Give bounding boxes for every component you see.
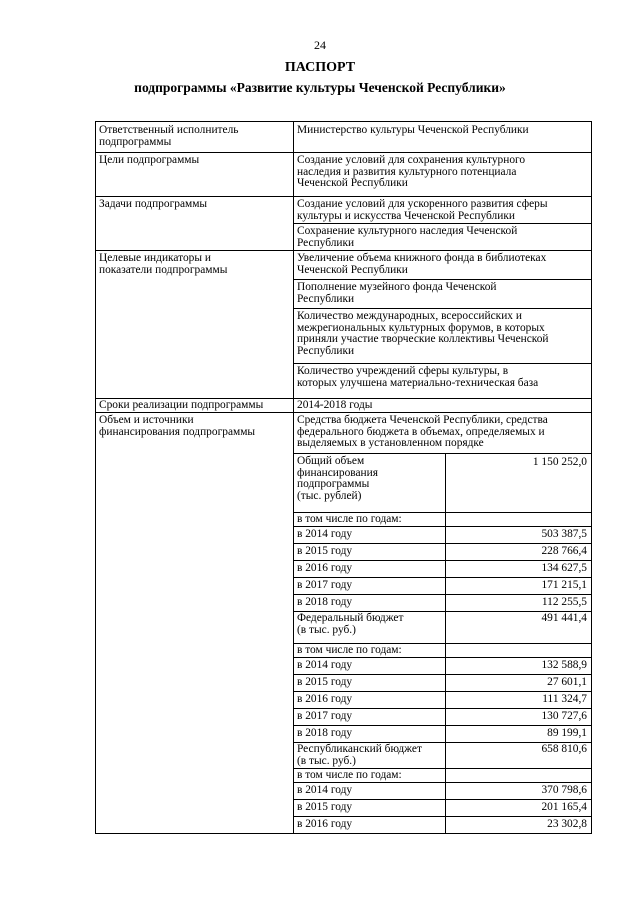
year-amount: 132 588,9 bbox=[541, 659, 587, 671]
year-label: в 2016 году bbox=[297, 562, 353, 574]
funding-row-divider bbox=[293, 543, 592, 544]
total-funding-label: подпрограммы bbox=[297, 478, 370, 491]
indicator-item: приняли участие творческие коллективы Чеченской bbox=[297, 333, 549, 346]
indicator-item: которых улучшена материально-техническая база bbox=[297, 376, 539, 389]
funding-row-divider bbox=[293, 577, 592, 578]
year-amount: 23 302,8 bbox=[547, 818, 587, 830]
indicator-divider bbox=[293, 308, 592, 309]
year-amount: 171 215,1 bbox=[541, 579, 587, 591]
republic-budget-value: 658 810,6 bbox=[541, 743, 587, 755]
year-label: в 2014 году bbox=[297, 528, 353, 540]
year-label: в 2015 году bbox=[297, 676, 353, 688]
year-label: в 2017 году bbox=[297, 710, 353, 722]
year-label: в 2018 году bbox=[297, 727, 353, 739]
total-funding-label: финансирования bbox=[297, 466, 378, 479]
funding-row-divider bbox=[293, 691, 592, 692]
goals-value: наследия и развития культурного потенциала bbox=[297, 165, 517, 178]
amount-column-divider bbox=[445, 453, 446, 834]
task-item: культуры и искусства Чеченской Республики bbox=[297, 209, 515, 222]
federal-budget-label: (в тыс. руб.) bbox=[297, 623, 356, 636]
goals-value: Чеченской Республики bbox=[297, 177, 408, 190]
year-amount: 228 766,4 bbox=[541, 545, 587, 557]
responsible-label: Ответственный исполнитель bbox=[99, 124, 239, 136]
indicator-item: Увеличение объема книжного фонда в библиотеках bbox=[297, 252, 547, 264]
label-column-divider bbox=[293, 121, 294, 834]
year-label: в 2018 году bbox=[297, 596, 353, 608]
indicators-label: Целевые индикаторы и bbox=[99, 252, 211, 264]
year-label: в 2016 году bbox=[297, 818, 353, 830]
year-label: в 2016 году bbox=[297, 693, 353, 705]
funding-row-divider bbox=[293, 560, 592, 561]
row-divider bbox=[95, 412, 592, 413]
funding-label: финансирования подпрограммы bbox=[99, 425, 256, 438]
year-label: в 2015 году bbox=[297, 801, 353, 813]
funding-intro-divider bbox=[293, 453, 592, 454]
year-amount: 112 255,5 bbox=[541, 596, 587, 608]
year-amount: 27 601,1 bbox=[547, 676, 587, 688]
task-divider bbox=[293, 223, 592, 224]
total-funding-label: (тыс. рублей) bbox=[297, 489, 362, 502]
indicator-item: Республики bbox=[297, 292, 355, 305]
funding-row-divider bbox=[293, 816, 592, 817]
funding-intro: Средства бюджета Чеченской Республики, средства bbox=[297, 414, 548, 426]
goals-value: Создание условий для сохранения культурного bbox=[297, 154, 526, 166]
task-item: Республики bbox=[297, 236, 355, 249]
indicator-item: Количество международных, всероссийских и bbox=[297, 310, 522, 322]
goals-label: Цели подпрограммы bbox=[99, 154, 200, 166]
indicator-divider bbox=[293, 363, 592, 364]
year-amount: 370 798,6 bbox=[541, 784, 587, 796]
funding-row-divider bbox=[293, 799, 592, 800]
funding-row-divider bbox=[293, 725, 592, 726]
row-divider bbox=[95, 152, 592, 153]
year-amount: 111 324,7 bbox=[542, 693, 587, 705]
responsible-value: Министерство культуры Чеченской Республики bbox=[297, 124, 529, 136]
federal-budget-value: 491 441,4 bbox=[541, 612, 587, 624]
indicator-divider bbox=[293, 279, 592, 280]
year-label: в 2017 году bbox=[297, 579, 353, 591]
funding-row-divider bbox=[293, 657, 592, 658]
year-label: в 2014 году bbox=[297, 784, 353, 796]
funding-row-divider bbox=[293, 708, 592, 709]
indicator-item: Чеченской Республики bbox=[297, 263, 408, 276]
terms-value: 2014-2018 годы bbox=[297, 399, 373, 411]
funding-row-divider bbox=[293, 526, 592, 527]
funding-row-divider bbox=[293, 782, 592, 783]
page-number: 24 bbox=[314, 38, 326, 52]
year-label: в 2015 году bbox=[297, 545, 353, 557]
row-divider bbox=[95, 250, 592, 251]
republic-budget-label: Республиканский бюджет bbox=[297, 743, 422, 755]
terms-label: Сроки реализации подпрограммы bbox=[99, 399, 264, 411]
federal-budget-label: Федеральный бюджет bbox=[297, 612, 404, 624]
document-subtitle: подпрограммы «Развитие культуры Чеченской Республики» bbox=[134, 80, 506, 95]
year-amount: 89 199,1 bbox=[547, 727, 587, 739]
indicator-item: Республики bbox=[297, 344, 355, 357]
year-amount: 130 727,6 bbox=[541, 710, 587, 722]
task-item: Создание условий для ускоренного развития сферы bbox=[297, 198, 548, 210]
indicators-label: показатели подпрограммы bbox=[99, 263, 228, 276]
by-years-label: в том числе по годам: bbox=[297, 513, 402, 525]
year-label: в 2014 году bbox=[297, 659, 353, 671]
row-divider bbox=[95, 196, 592, 197]
indicator-item: Количество учреждений сферы культуры, в bbox=[297, 365, 509, 377]
funding-label: Объем и источники bbox=[99, 414, 194, 426]
funding-row-divider bbox=[293, 594, 592, 595]
by-years-label: в том числе по годам: bbox=[297, 769, 402, 781]
funding-intro: федерального бюджета в объемах, определяемых и bbox=[297, 425, 545, 438]
task-item: Сохранение культурного наследия Чеченской bbox=[297, 225, 518, 237]
total-funding-value: 1 150 252,0 bbox=[532, 456, 587, 468]
indicator-item: межрегиональных культурных форумов, в которых bbox=[297, 321, 545, 334]
indicator-item: Пополнение музейного фонда Чеченской bbox=[297, 281, 497, 293]
funding-row-divider bbox=[293, 674, 592, 675]
total-funding-label: Общий объем bbox=[297, 455, 365, 467]
funding-intro: выделяемых в установленном порядке bbox=[297, 437, 484, 450]
year-amount: 134 627,5 bbox=[541, 562, 587, 574]
tasks-label: Задачи подпрограммы bbox=[99, 198, 208, 210]
year-amount: 201 165,4 bbox=[541, 801, 587, 813]
republic-budget-label: (в тыс. руб.) bbox=[297, 754, 356, 767]
document-title: ПАСПОРТ bbox=[284, 60, 356, 75]
year-amount: 503 387,5 bbox=[541, 528, 587, 540]
by-years-label: в том числе по годам: bbox=[297, 644, 402, 656]
responsible-label: подпрограммы bbox=[99, 135, 172, 148]
